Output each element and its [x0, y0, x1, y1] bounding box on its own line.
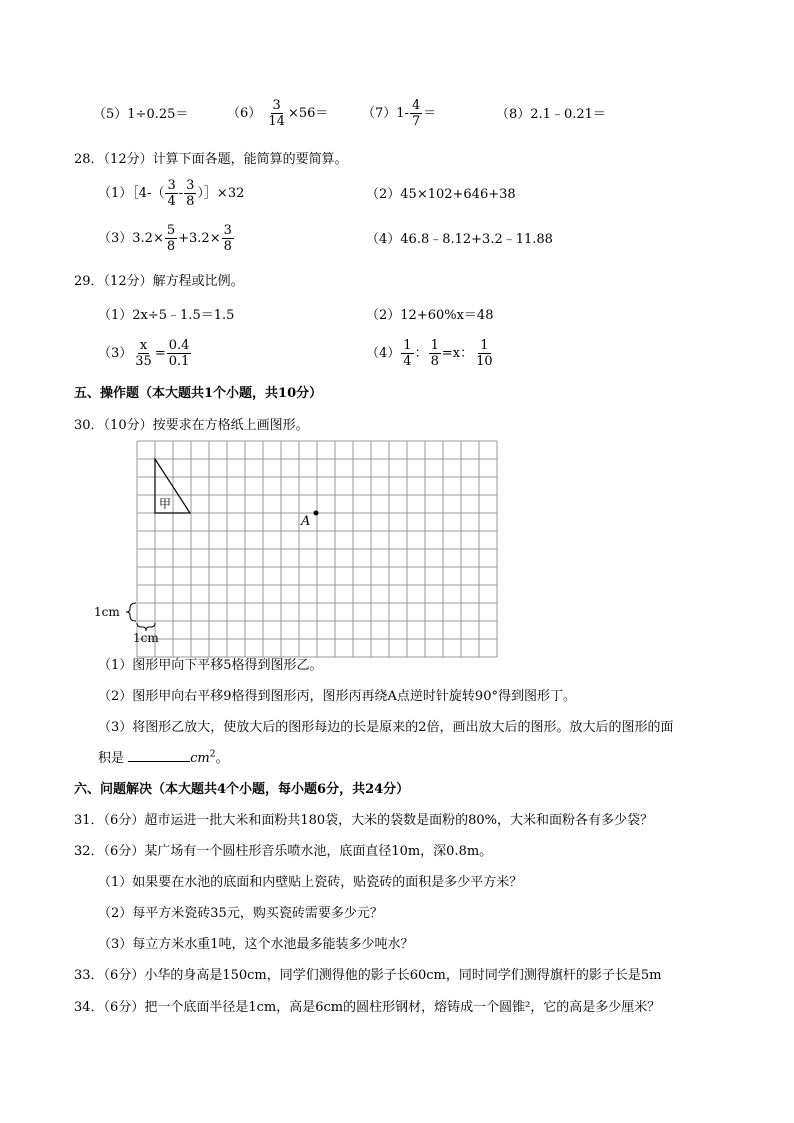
- point-a: [314, 511, 319, 516]
- q6-num: 3: [272, 98, 281, 113]
- section-6-heading: 六、问题解决（本大题共4个小题，每小题6分，共24分）: [74, 782, 410, 797]
- frac-num: 3: [167, 178, 176, 193]
- q28-p3-frac-2: [222, 223, 234, 254]
- frac-num: 3: [186, 178, 195, 193]
- q29-p4-frac-1: [401, 338, 413, 369]
- q29-title: 29．（12分）解方程或比例。: [74, 274, 244, 289]
- frac-den: 4: [167, 194, 176, 209]
- q29-p4-label: （4）: [366, 346, 401, 361]
- q28-p1-pre: ［4-（: [132, 186, 165, 201]
- q34: 34．（6分）把一个底面半径是1cm，高是6cm的圆柱形钢材，熔铸成一个圆锥²，它的高是多少厘米？: [74, 1000, 661, 1015]
- q28-p1-frac-1: [165, 178, 177, 209]
- q30-title: 30．（10分）按要求在方格纸上画图形。: [74, 418, 309, 433]
- q28-p3-label: （3）: [98, 231, 133, 246]
- q28-part-4: （4）46.8﹣8.12+3.2﹣11.88: [366, 232, 553, 247]
- scale-brace-horizontal: [137, 623, 155, 631]
- frac-den: 4: [403, 354, 412, 369]
- q29-p4-c1: ：: [414, 346, 428, 361]
- q29-p4-frac-2: [429, 338, 441, 369]
- answer-prefix: 积是: [98, 751, 125, 766]
- triangle-label-jia: 甲: [159, 497, 172, 511]
- frac-den: 8: [166, 239, 176, 254]
- q28-title: 28．（12分）计算下面各题，能简算的要简算。: [74, 152, 348, 167]
- q28-part-2: （2）45×102+646+38: [366, 187, 516, 202]
- frac-num: 1: [480, 338, 489, 353]
- q6-label: （6）: [227, 106, 262, 121]
- q28-p3-pre: 3.2×: [132, 231, 164, 246]
- frac-den: 8: [430, 354, 439, 369]
- question-6: [227, 98, 328, 129]
- q29-p3-frac-2: [167, 338, 192, 369]
- q30-part-3: （3）将图形乙放大，使放大后的图形每边的长是原来的2倍，画出放大后的图形。放大后的图形的面: [98, 720, 674, 735]
- q29-part-1: （1）2x÷5﹣1.5＝1.5: [98, 308, 235, 323]
- answer-exp: 2: [209, 749, 216, 760]
- q29-part-4: [366, 338, 496, 369]
- frac-num: 1: [430, 338, 439, 353]
- q28-part-1: [98, 178, 244, 209]
- q32-part-3: （3）每立方米水重1吨，这个水池最多能装多少吨水？: [98, 937, 414, 952]
- q28-p1-mid: -: [178, 186, 184, 201]
- point-a-label: A: [301, 514, 311, 529]
- answer-end: 。: [215, 751, 229, 766]
- q28-p3-mid: +3.2×: [178, 231, 221, 246]
- question-7: [362, 98, 436, 129]
- scale-brace-vertical: [126, 603, 136, 621]
- q5-label: （5）: [93, 107, 128, 122]
- q28-p3-frac-1: [165, 223, 177, 254]
- q29-p4-mid: =x：: [441, 346, 474, 361]
- scale-label-horizontal: 1cm: [133, 631, 159, 645]
- q28-p1-label: （1）: [98, 186, 133, 201]
- q6-den: 14: [268, 114, 285, 129]
- q28-p1-post: ）］×32: [197, 186, 245, 201]
- q32-title: 32．（6分）某广场有一个圆柱形音乐喷水池，底面直径10m，深0.8m。: [74, 844, 493, 859]
- frac-num: x: [139, 338, 148, 353]
- frac-den: 8: [223, 239, 232, 254]
- q31: 31．（6分）超市运进一批大米和面粉共180袋，大米的袋数是面粉的80%，大米和面粉各有多少袋？: [74, 813, 654, 828]
- q7-den: 7: [411, 114, 421, 129]
- q8-expr: 2.1﹣0.21＝: [530, 107, 606, 122]
- q32-part-1: （1）如果要在水池的底面和内壁贴上瓷砖，贴瓷砖的面积是多少平方米？: [98, 875, 523, 890]
- q5-expr: 1÷0.25＝: [127, 107, 189, 122]
- q33: 33．（6分）小华的身高是150cm，同学们测得他的影子长60cm，同时同学们测得旗杆的影子长是5m: [74, 968, 662, 983]
- frac-den: 10: [476, 354, 493, 369]
- q7-fraction: [410, 98, 422, 129]
- q28-part-3: [98, 223, 235, 254]
- q7-rest: ＝: [423, 106, 437, 121]
- q30-part-1: （1）图形甲向下平移5格得到图形乙。: [98, 658, 323, 673]
- q29-p3-frac-1: [133, 338, 154, 369]
- frac-num: 3: [223, 223, 232, 238]
- frac-num: 0.4: [168, 338, 190, 353]
- q7-num: 4: [411, 98, 421, 113]
- scale-label-vertical: 1cm: [94, 605, 120, 619]
- frac-den: 0.1: [168, 354, 190, 369]
- answer-blank[interactable]: [128, 749, 190, 762]
- q29-part-2: （2）12+60%x＝48: [366, 308, 494, 323]
- q6-fraction: [266, 98, 287, 129]
- section-5-heading: 五、操作题（本大题共1个小题，共10分）: [74, 386, 323, 401]
- q7-pre: 1-: [396, 106, 409, 121]
- q28-p1-frac-2: [184, 178, 196, 209]
- grid-lines: [137, 441, 497, 657]
- frac-den: 8: [186, 194, 195, 209]
- answer-unit: cm: [190, 751, 210, 766]
- frac-num: 1: [403, 338, 412, 353]
- q7-label: （7）: [362, 106, 397, 121]
- frac-num: 5: [166, 223, 176, 238]
- q6-rest: ×56＝: [287, 106, 329, 121]
- question-8: [496, 103, 606, 122]
- question-5: [93, 103, 188, 122]
- frac-den: 35: [135, 354, 152, 369]
- q29-p3-label: （3）: [98, 346, 133, 361]
- q30-part-3-answer: [98, 747, 229, 766]
- q32-part-2: （2）每平方米瓷砖35元，购买瓷砖需要多少元？: [98, 906, 383, 921]
- q29-p4-frac-3: [474, 338, 495, 369]
- q29-part-3: [98, 338, 192, 369]
- q8-label: （8）: [496, 107, 531, 122]
- q29-p3-eq: =: [154, 346, 166, 361]
- q30-part-2: （2）图形甲向右平移9格得到图形丙，图形丙再绕A点逆时针旋转90°得到图形丁。: [98, 689, 576, 704]
